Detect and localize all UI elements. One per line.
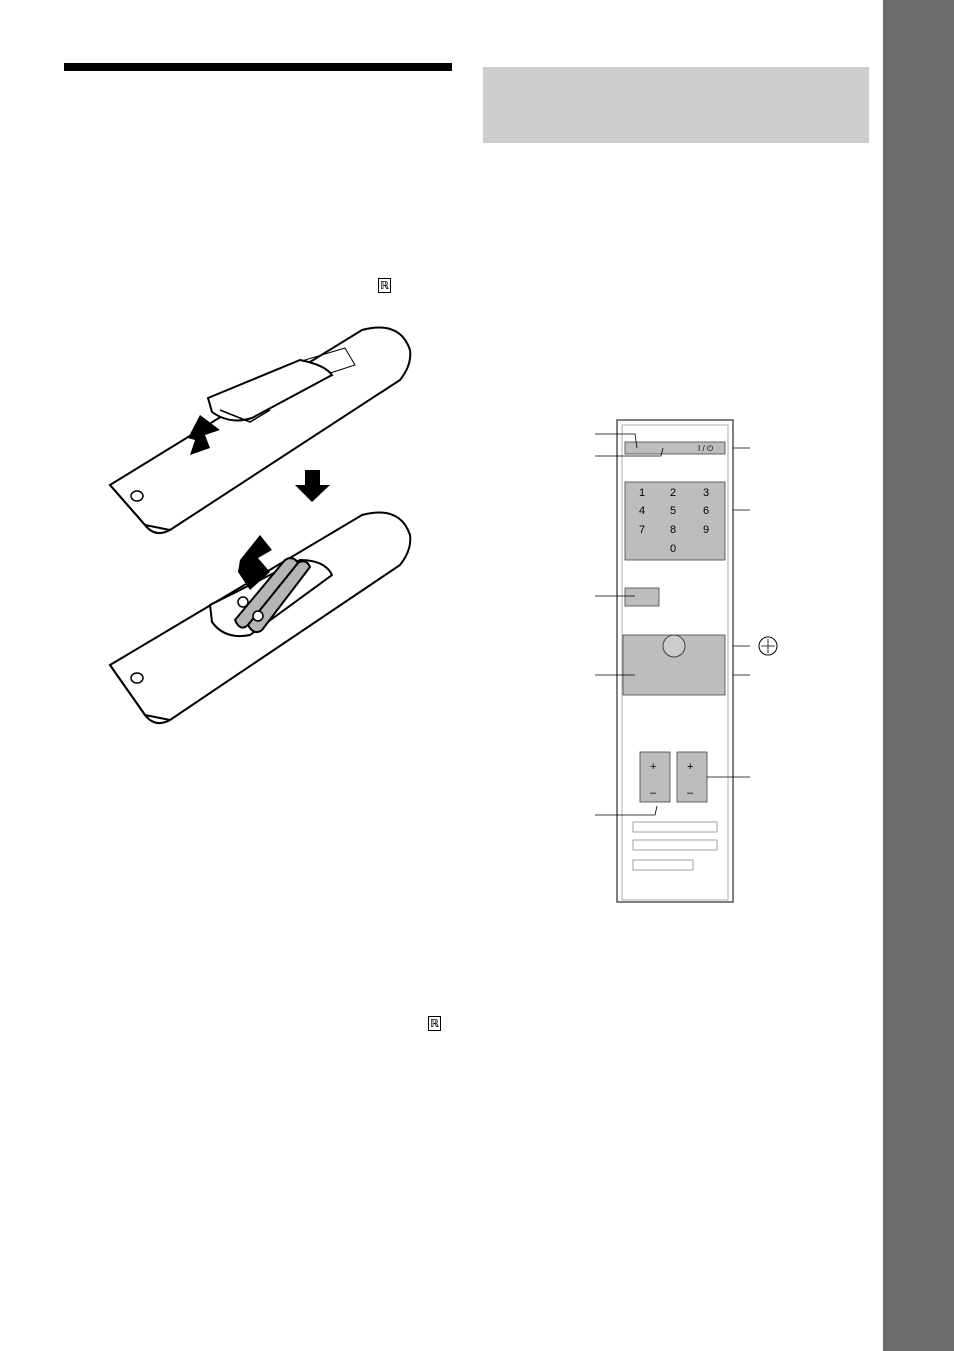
power-label: I / ⏻ bbox=[698, 444, 714, 453]
keypad-key-8: 8 bbox=[670, 524, 677, 536]
volume-right-plus: + bbox=[687, 761, 694, 773]
keypad-key-9: 9 bbox=[703, 524, 710, 536]
keypad-key-6: 6 bbox=[703, 505, 710, 517]
volume-right-minus: – bbox=[687, 787, 694, 799]
enter-symbol-icon bbox=[759, 637, 777, 655]
lower-button-row bbox=[633, 822, 717, 832]
remote-sensor-icon: ℝ bbox=[378, 278, 391, 293]
down-arrow-icon bbox=[295, 470, 330, 502]
volume-left-plus: + bbox=[650, 761, 657, 773]
chapter-side-tab bbox=[883, 0, 954, 1351]
section-heading-rule bbox=[64, 63, 452, 71]
subsection-heading-band bbox=[483, 67, 869, 143]
keypad-key-3: 3 bbox=[703, 487, 710, 499]
keypad-key-7: 7 bbox=[639, 524, 646, 536]
battery-insertion-illustration bbox=[100, 320, 420, 730]
battery-minus-terminal-icon bbox=[238, 597, 248, 607]
lower-button-row bbox=[633, 860, 693, 870]
enter-button bbox=[663, 635, 685, 657]
battery-plus-terminal-icon bbox=[253, 611, 263, 621]
function-button bbox=[625, 588, 659, 606]
lower-button-row bbox=[633, 840, 717, 850]
remote-sensor-icon: ℝ bbox=[428, 1016, 441, 1031]
keypad-key-0: 0 bbox=[670, 543, 677, 555]
remote-control-diagram bbox=[595, 420, 785, 905]
keypad-key-2: 2 bbox=[670, 487, 677, 499]
keypad-key-4: 4 bbox=[639, 505, 646, 517]
remote-back-with-open-cover bbox=[110, 328, 410, 534]
keypad-key-1: 1 bbox=[639, 487, 646, 499]
keypad-key-5: 5 bbox=[670, 505, 677, 517]
volume-left-minus: – bbox=[650, 787, 657, 799]
